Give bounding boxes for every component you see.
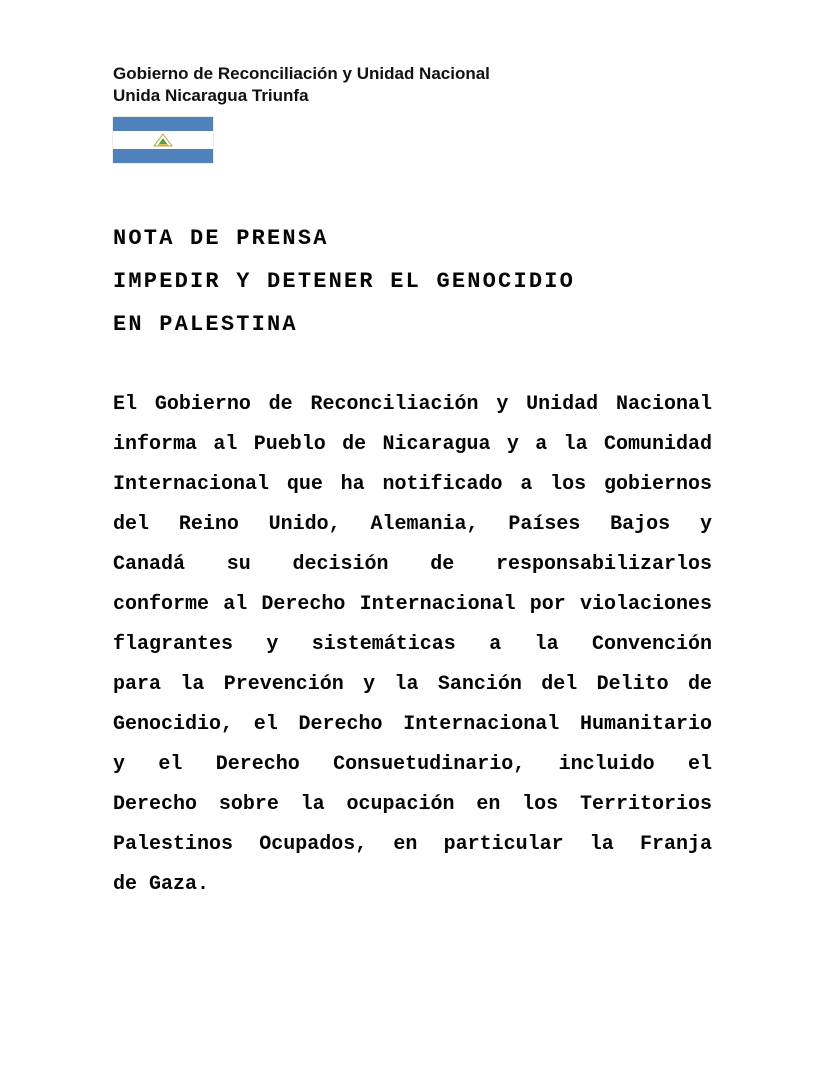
body-line: informa al Pueblo de Nicaragua y a la Comunidad (113, 433, 712, 456)
flag-bottom-stripe (113, 149, 213, 163)
body-line: Internacional que ha notificado a los gobiernos (113, 473, 712, 496)
press-release-title (113, 217, 575, 346)
nicaragua-flag-image (113, 117, 213, 163)
title-line-2: IMPEDIR Y DETENER EL GENOCIDIO (113, 269, 576, 294)
body-line: Palestinos Ocupados, en particular la Franja (113, 833, 712, 856)
body-line: flagrantes y sistemáticas a la Convención (113, 633, 712, 656)
body-line: para la Prevención y la Sanción del Delito de (113, 673, 712, 696)
flag-top-stripe (113, 117, 213, 131)
body-line: conforme al Derecho Internacional por violaciones (113, 593, 712, 616)
body-line: Genocidio, el Derecho Internacional Humanitario (113, 713, 712, 736)
title-line-3: EN PALESTINA (113, 312, 298, 337)
body-line: El Gobierno de Reconciliación y Unidad Nacional (113, 393, 712, 416)
body-line: Derecho sobre la ocupación en los Territorios (113, 793, 712, 816)
title-line-1: NOTA DE PRENSA (113, 226, 329, 251)
body-line: Canadá su decisión de responsabilizarlos (113, 553, 712, 576)
press-release-body (113, 385, 712, 905)
flag-middle-stripe (113, 131, 213, 149)
letterhead-line-1: Gobierno de Reconciliación y Unidad Nacional (113, 64, 490, 83)
body-line: de Gaza. (113, 873, 210, 896)
body-line: del Reino Unido, Alemania, Países Bajos y (113, 513, 712, 536)
letterhead-line-2: Unida Nicaragua Triunfa (113, 86, 309, 105)
letterhead (113, 63, 490, 107)
flag-coat-of-arms-icon (153, 133, 173, 147)
body-line: y el Derecho Consuetudinario, incluido el (113, 753, 712, 776)
